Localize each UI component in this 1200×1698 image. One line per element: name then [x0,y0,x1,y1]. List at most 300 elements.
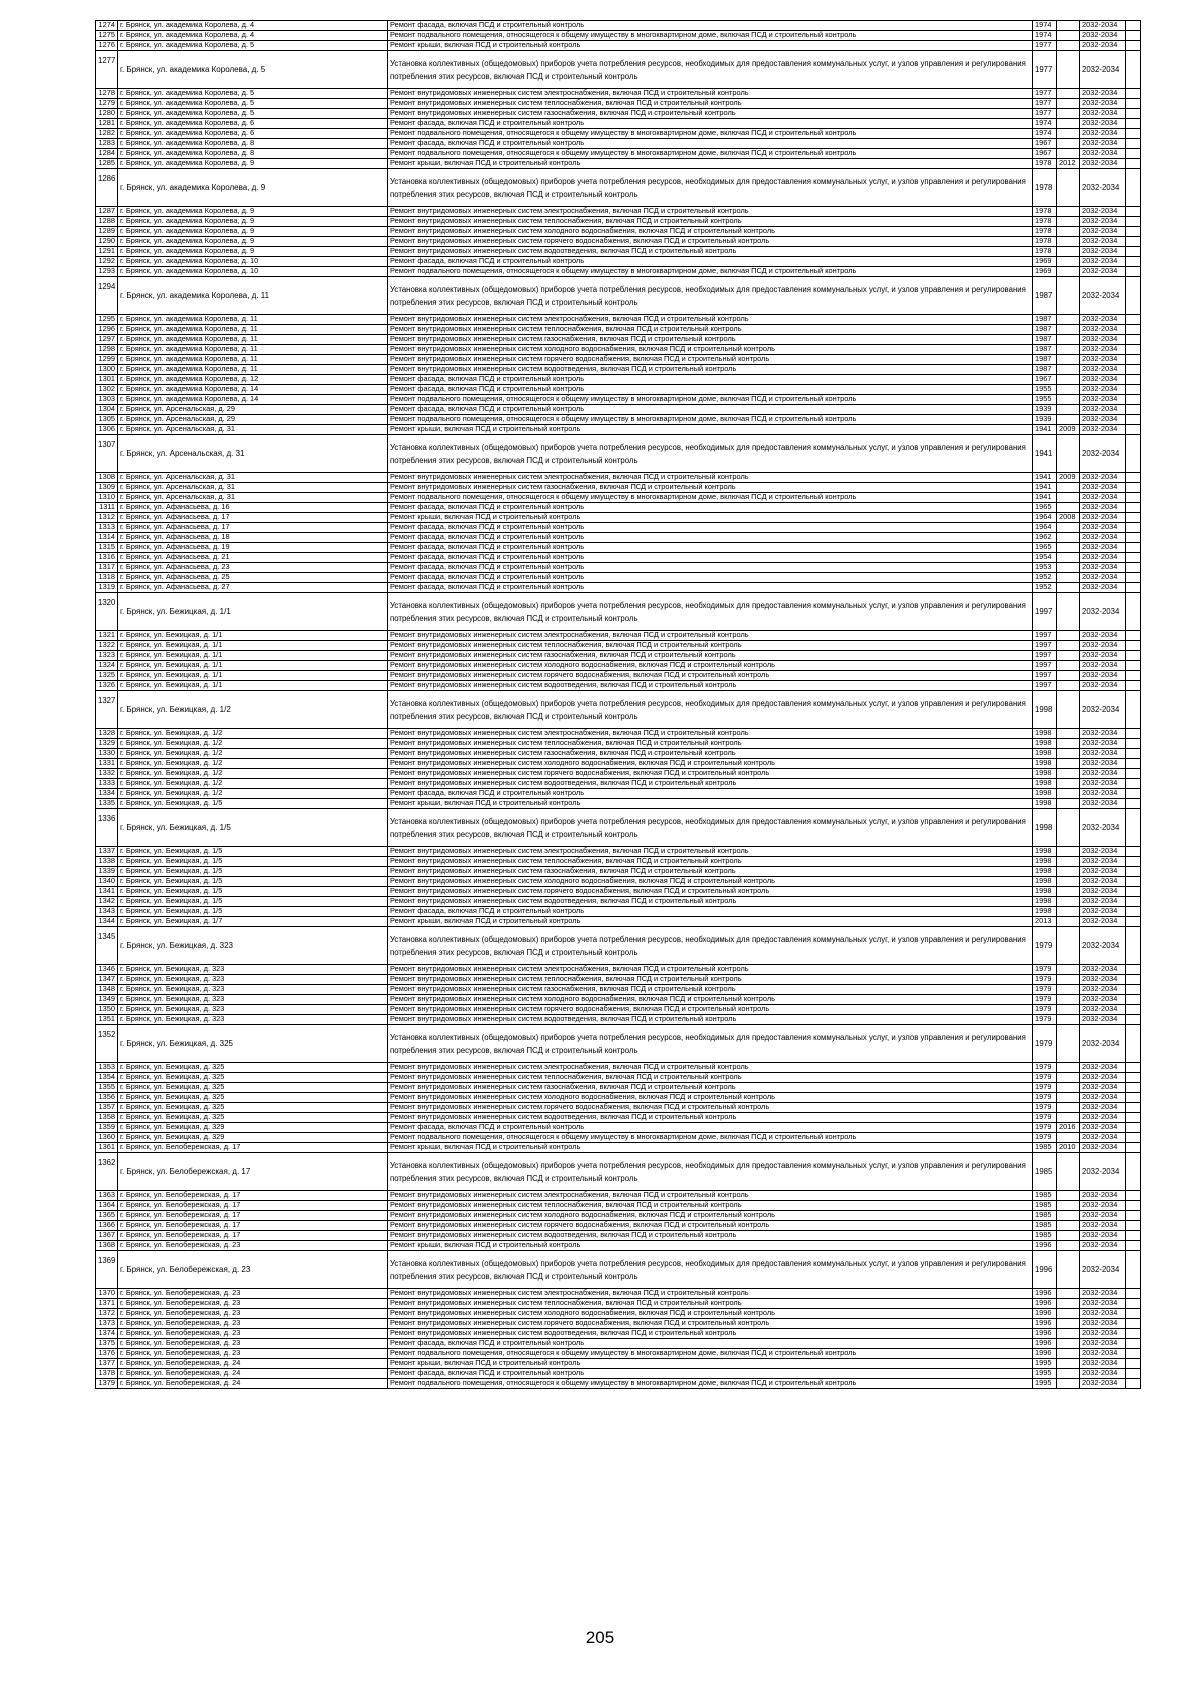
row-number-cell: 1278 [96,89,118,99]
empty-cell [1126,867,1141,877]
build-year-cell: 1998 [1033,857,1057,867]
work-type-cell: Ремонт фасада, включая ПСД и строительный контроль [388,405,1033,415]
work-type-cell: Ремонт внутридомовых инженерных систем горячего водоснабжения, включая ПСД и строительный контроль [388,1005,1033,1015]
work-type-cell: Ремонт фасада, включая ПСД и строительный контроль [388,533,1033,543]
row-number-cell: 1328 [96,729,118,739]
row-number-cell: 1277 [96,51,118,89]
build-year-cell: 1997 [1033,641,1057,651]
last-repair-year-cell [1057,1191,1080,1201]
build-year-cell: 1996 [1033,1349,1057,1359]
build-year-cell: 1979 [1033,965,1057,975]
planned-period-cell: 2032-2034 [1080,1015,1126,1025]
table-row [96,1025,1141,1063]
row-number-cell: 1376 [96,1349,118,1359]
empty-cell [1126,887,1141,897]
planned-period-cell: 2032-2034 [1080,631,1126,641]
planned-period-cell: 2032-2034 [1080,237,1126,247]
empty-cell [1126,1191,1141,1201]
build-year-cell: 1979 [1033,1083,1057,1093]
work-type-cell: Ремонт внутридомовых инженерных систем теплоснабжения, включая ПСД и строительный контроль [388,739,1033,749]
row-number-cell: 1347 [96,975,118,985]
address-cell: г. Брянск, ул. Белобережская, д. 24 [118,1359,388,1369]
address-cell: г. Брянск, ул. Бежицкая, д. 1/5 [118,877,388,887]
work-type-cell: Установка коллективных (общедомовых) приборов учета потребления ресурсов, необходимых для предоставления коммунальных услуг, и узлов управления и регулирования потребления этих ресурсов, включая ПСД и строительный контроль [388,593,1033,631]
build-year-cell: 1977 [1033,89,1057,99]
table-row [96,671,1141,681]
table-row [96,503,1141,513]
table-row [96,799,1141,809]
work-type-cell: Ремонт внутридомовых инженерных систем холодного водоснабжения, включая ПСД и строительный контроль [388,877,1033,887]
work-type-cell: Ремонт внутридомовых инженерных систем газоснабжения, включая ПСД и строительный контроль [388,335,1033,345]
empty-cell [1126,493,1141,503]
planned-period-cell: 2032-2034 [1080,691,1126,729]
work-type-cell: Ремонт фасада, включая ПСД и строительный контроль [388,907,1033,917]
last-repair-year-cell [1057,1379,1080,1389]
planned-period-cell: 2032-2034 [1080,405,1126,415]
last-repair-year-cell [1057,779,1080,789]
table-row [96,1103,1141,1113]
address-cell: г. Брянск, ул. Бежицкая, д. 1/5 [118,847,388,857]
empty-cell [1126,739,1141,749]
address-cell: г. Брянск, ул. Бежицкая, д. 1/5 [118,907,388,917]
empty-cell [1126,927,1141,965]
address-cell: г. Брянск, ул. Бежицкая, д. 1/1 [118,681,388,691]
row-number-cell: 1338 [96,857,118,867]
row-number-cell: 1307 [96,435,118,473]
empty-cell [1126,21,1141,31]
build-year-cell: 1969 [1033,267,1057,277]
work-type-cell: Ремонт внутридомовых инженерных систем водоотведения, включая ПСД и строительный контроль [388,247,1033,257]
address-cell: г. Брянск, ул. академика Королева, д. 8 [118,139,388,149]
planned-period-cell: 2032-2034 [1080,149,1126,159]
planned-period-cell: 2032-2034 [1080,1123,1126,1133]
empty-cell [1126,847,1141,857]
work-type-cell: Ремонт фасада, включая ПСД и строительный контроль [388,1123,1033,1133]
planned-period-cell: 2032-2034 [1080,1369,1126,1379]
planned-period-cell: 2032-2034 [1080,129,1126,139]
build-year-cell: 1998 [1033,691,1057,729]
row-number-cell: 1354 [96,1073,118,1083]
build-year-cell: 1978 [1033,207,1057,217]
planned-period-cell: 2032-2034 [1080,1309,1126,1319]
work-type-cell: Ремонт подвального помещения, относящегося к общему имуществу в многоквартирном доме, включая ПСД и строительный контроль [388,1349,1033,1359]
row-number-cell: 1377 [96,1359,118,1369]
row-number-cell: 1282 [96,129,118,139]
empty-cell [1126,257,1141,267]
last-repair-year-cell [1057,641,1080,651]
build-year-cell: 1979 [1033,1015,1057,1025]
empty-cell [1126,769,1141,779]
address-cell: г. Брянск, ул. Афанасьева, д. 19 [118,543,388,553]
empty-cell [1126,415,1141,425]
build-year-cell: 1974 [1033,119,1057,129]
last-repair-year-cell [1057,405,1080,415]
planned-period-cell: 2032-2034 [1080,139,1126,149]
table-row [96,257,1141,267]
empty-cell [1126,503,1141,513]
work-type-cell: Ремонт внутридомовых инженерных систем горячего водоснабжения, включая ПСД и строительный контроль [388,1319,1033,1329]
table-row [96,1339,1141,1349]
work-type-cell: Ремонт внутридомовых инженерных систем газоснабжения, включая ПСД и строительный контроль [388,985,1033,995]
work-type-cell: Ремонт подвального помещения, относящегося к общему имуществу в многоквартирном доме, включая ПСД и строительный контроль [388,149,1033,159]
planned-period-cell: 2032-2034 [1080,1221,1126,1231]
table-row [96,1221,1141,1231]
last-repair-year-cell [1057,975,1080,985]
build-year-cell: 1941 [1033,435,1057,473]
last-repair-year-cell [1057,169,1080,207]
planned-period-cell: 2032-2034 [1080,867,1126,877]
empty-cell [1126,1211,1141,1221]
address-cell: г. Брянск, ул. Бежицкая, д. 323 [118,995,388,1005]
empty-cell [1126,779,1141,789]
planned-period-cell: 2032-2034 [1080,789,1126,799]
planned-period-cell: 2032-2034 [1080,975,1126,985]
table-row [96,887,1141,897]
table-row [96,1073,1141,1083]
last-repair-year-cell [1057,887,1080,897]
row-number-cell: 1305 [96,415,118,425]
last-repair-year-cell [1057,927,1080,965]
planned-period-cell: 2032-2034 [1080,1073,1126,1083]
empty-cell [1126,227,1141,237]
empty-cell [1126,563,1141,573]
work-type-cell: Ремонт внутридомовых инженерных систем электроснабжения, включая ПСД и строительный контроль [388,89,1033,99]
empty-cell [1126,691,1141,729]
empty-cell [1126,1005,1141,1015]
empty-cell [1126,1153,1141,1191]
address-cell: г. Брянск, ул. Белобережская, д. 23 [118,1309,388,1319]
empty-cell [1126,533,1141,543]
table-row [96,995,1141,1005]
row-number-cell: 1358 [96,1113,118,1123]
empty-cell [1126,355,1141,365]
table-row [96,435,1141,473]
table-row [96,51,1141,89]
build-year-cell: 1978 [1033,159,1057,169]
build-year-cell: 1987 [1033,277,1057,315]
planned-period-cell: 2032-2034 [1080,1359,1126,1369]
empty-cell [1126,109,1141,119]
table-row [96,1015,1141,1025]
table-row [96,927,1141,965]
last-repair-year-cell [1057,1103,1080,1113]
address-cell: г. Брянск, ул. Бежицкая, д. 325 [118,1113,388,1123]
planned-period-cell: 2032-2034 [1080,435,1126,473]
planned-period-cell: 2032-2034 [1080,335,1126,345]
last-repair-year-cell [1057,139,1080,149]
empty-cell [1126,1143,1141,1153]
work-type-cell: Ремонт внутридомовых инженерных систем газоснабжения, включая ПСД и строительный контроль [388,1083,1033,1093]
last-repair-year-cell [1057,247,1080,257]
last-repair-year-cell [1057,1211,1080,1221]
last-repair-year-cell [1057,207,1080,217]
last-repair-year-cell: 2008 [1057,513,1080,523]
table-row [96,691,1141,729]
empty-cell [1126,31,1141,41]
work-type-cell: Ремонт подвального помещения, относящегося к общему имуществу в многоквартирном доме, включая ПСД и строительный контроль [388,493,1033,503]
build-year-cell: 1995 [1033,1379,1057,1389]
work-type-cell: Ремонт внутридомовых инженерных систем холодного водоснабжения, включая ПСД и строительный контроль [388,1093,1033,1103]
last-repair-year-cell [1057,1329,1080,1339]
last-repair-year-cell: 2009 [1057,473,1080,483]
build-year-cell: 1998 [1033,799,1057,809]
empty-cell [1126,139,1141,149]
last-repair-year-cell [1057,1309,1080,1319]
planned-period-cell: 2032-2034 [1080,355,1126,365]
work-type-cell: Установка коллективных (общедомовых) приборов учета потребления ресурсов, необходимых для предоставления коммунальных услуг, и узлов управления и регулирования потребления этих ресурсов, включая ПСД и строительный контроль [388,435,1033,473]
table-row [96,739,1141,749]
build-year-cell: 1987 [1033,355,1057,365]
address-cell: г. Брянск, ул. академика Королева, д. 9 [118,159,388,169]
planned-period-cell: 2032-2034 [1080,809,1126,847]
address-cell: г. Брянск, ул. Белобережская, д. 24 [118,1379,388,1389]
planned-period-cell: 2032-2034 [1080,31,1126,41]
build-year-cell: 1997 [1033,631,1057,641]
planned-period-cell: 2032-2034 [1080,41,1126,51]
table-row [96,335,1141,345]
planned-period-cell: 2032-2034 [1080,573,1126,583]
empty-cell [1126,917,1141,927]
row-number-cell: 1361 [96,1143,118,1153]
table-row [96,395,1141,405]
work-type-cell: Ремонт внутридомовых инженерных систем теплоснабжения, включая ПСД и строительный контроль [388,1201,1033,1211]
empty-cell [1126,661,1141,671]
last-repair-year-cell [1057,739,1080,749]
work-type-cell: Ремонт внутридомовых инженерных систем электроснабжения, включая ПСД и строительный контроль [388,1063,1033,1073]
address-cell: г. Брянск, ул. Бежицкая, д. 323 [118,927,388,965]
planned-period-cell: 2032-2034 [1080,325,1126,335]
empty-cell [1126,1309,1141,1319]
build-year-cell: 1987 [1033,325,1057,335]
table-row [96,681,1141,691]
build-year-cell: 1964 [1033,523,1057,533]
row-number-cell: 1314 [96,533,118,543]
address-cell: г. Брянск, ул. Бежицкая, д. 1/5 [118,887,388,897]
empty-cell [1126,1251,1141,1289]
planned-period-cell: 2032-2034 [1080,1349,1126,1359]
address-cell: г. Брянск, ул. Бежицкая, д. 325 [118,1093,388,1103]
empty-cell [1126,395,1141,405]
planned-period-cell: 2032-2034 [1080,503,1126,513]
planned-period-cell: 2032-2034 [1080,1299,1126,1309]
table-row [96,985,1141,995]
planned-period-cell: 2032-2034 [1080,267,1126,277]
address-cell: г. Брянск, ул. Бежицкая, д. 323 [118,1005,388,1015]
planned-period-cell: 2032-2034 [1080,1005,1126,1015]
work-type-cell: Ремонт внутридомовых инженерных систем теплоснабжения, включая ПСД и строительный контроль [388,641,1033,651]
table-row [96,227,1141,237]
table-row [96,1191,1141,1201]
build-year-cell: 1978 [1033,237,1057,247]
empty-cell [1126,573,1141,583]
row-number-cell: 1379 [96,1379,118,1389]
table-row [96,493,1141,503]
build-year-cell: 1965 [1033,543,1057,553]
planned-period-cell: 2032-2034 [1080,523,1126,533]
build-year-cell: 1939 [1033,415,1057,425]
repair-schedule-table [95,20,1141,1389]
build-year-cell: 1996 [1033,1241,1057,1251]
build-year-cell: 1998 [1033,897,1057,907]
work-type-cell: Ремонт внутридомовых инженерных систем водоотведения, включая ПСД и строительный контроль [388,1113,1033,1123]
build-year-cell: 1955 [1033,385,1057,395]
row-number-cell: 1349 [96,995,118,1005]
planned-period-cell: 2032-2034 [1080,217,1126,227]
last-repair-year-cell [1057,335,1080,345]
empty-cell [1126,119,1141,129]
table-row [96,897,1141,907]
table-row [96,149,1141,159]
last-repair-year-cell [1057,877,1080,887]
last-repair-year-cell [1057,917,1080,927]
empty-cell [1126,129,1141,139]
row-number-cell: 1339 [96,867,118,877]
row-number-cell: 1363 [96,1191,118,1201]
empty-cell [1126,681,1141,691]
build-year-cell: 1941 [1033,483,1057,493]
table-row [96,593,1141,631]
last-repair-year-cell [1057,563,1080,573]
build-year-cell: 1995 [1033,1359,1057,1369]
table-row [96,217,1141,227]
table-row [96,583,1141,593]
address-cell: г. Брянск, ул. Арсенальская, д. 31 [118,435,388,473]
planned-period-cell: 2032-2034 [1080,385,1126,395]
last-repair-year-cell [1057,523,1080,533]
empty-cell [1126,513,1141,523]
table-row [96,425,1141,435]
build-year-cell: 1974 [1033,31,1057,41]
work-type-cell: Ремонт внутридомовых инженерных систем холодного водоснабжения, включая ПСД и строительный контроль [388,1211,1033,1221]
address-cell: г. Брянск, ул. академика Королева, д. 5 [118,99,388,109]
work-type-cell: Ремонт подвального помещения, относящегося к общему имуществу в многоквартирном доме, включая ПСД и строительный контроль [388,415,1033,425]
last-repair-year-cell [1057,1231,1080,1241]
build-year-cell: 1998 [1033,749,1057,759]
last-repair-year-cell [1057,1221,1080,1231]
build-year-cell: 1987 [1033,345,1057,355]
empty-cell [1126,315,1141,325]
empty-cell [1126,583,1141,593]
empty-cell [1126,1025,1141,1063]
table-row [96,1133,1141,1143]
planned-period-cell: 2032-2034 [1080,769,1126,779]
work-type-cell: Ремонт подвального помещения, относящегося к общему имуществу в многоквартирном доме, включая ПСД и строительный контроль [388,395,1033,405]
last-repair-year-cell [1057,503,1080,513]
build-year-cell: 1998 [1033,759,1057,769]
planned-period-cell: 2032-2034 [1080,965,1126,975]
planned-period-cell: 2032-2034 [1080,257,1126,267]
row-number-cell: 1342 [96,897,118,907]
address-cell: г. Брянск, ул. академика Королева, д. 14 [118,385,388,395]
planned-period-cell: 2032-2034 [1080,315,1126,325]
build-year-cell: 1997 [1033,671,1057,681]
build-year-cell: 1979 [1033,985,1057,995]
address-cell: г. Брянск, ул. Бежицкая, д. 1/1 [118,651,388,661]
table-row [96,917,1141,927]
address-cell: г. Брянск, ул. Белобережская, д. 17 [118,1153,388,1191]
work-type-cell: Ремонт внутридомовых инженерных систем теплоснабжения, включая ПСД и строительный контроль [388,1073,1033,1083]
work-type-cell: Ремонт фасада, включая ПСД и строительный контроль [388,1339,1033,1349]
address-cell: г. Брянск, ул. Белобережская, д. 24 [118,1369,388,1379]
empty-cell [1126,1201,1141,1211]
build-year-cell: 1985 [1033,1231,1057,1241]
planned-period-cell: 2032-2034 [1080,89,1126,99]
work-type-cell: Ремонт внутридомовых инженерных систем газоснабжения, включая ПСД и строительный контроль [388,483,1033,493]
last-repair-year-cell [1057,257,1080,267]
address-cell: г. Брянск, ул. Бежицкая, д. 1/1 [118,661,388,671]
table-row [96,533,1141,543]
row-number-cell: 1279 [96,99,118,109]
table-row [96,31,1141,41]
last-repair-year-cell [1057,1349,1080,1359]
planned-period-cell: 2032-2034 [1080,681,1126,691]
planned-period-cell: 2032-2034 [1080,1143,1126,1153]
build-year-cell: 1996 [1033,1319,1057,1329]
address-cell: г. Брянск, ул. Бежицкая, д. 1/2 [118,789,388,799]
work-type-cell: Ремонт внутридомовых инженерных систем электроснабжения, включая ПСД и строительный контроль [388,315,1033,325]
last-repair-year-cell [1057,691,1080,729]
build-year-cell: 1967 [1033,149,1057,159]
address-cell: г. Брянск, ул. академика Королева, д. 5 [118,109,388,119]
work-type-cell: Ремонт внутридомовых инженерных систем теплоснабжения, включая ПСД и строительный контроль [388,975,1033,985]
planned-period-cell: 2032-2034 [1080,729,1126,739]
build-year-cell: 1941 [1033,493,1057,503]
address-cell: г. Брянск, ул. академика Королева, д. 5 [118,89,388,99]
table-row [96,99,1141,109]
row-number-cell: 1333 [96,779,118,789]
planned-period-cell: 2032-2034 [1080,1103,1126,1113]
table-row [96,207,1141,217]
last-repair-year-cell [1057,149,1080,159]
work-type-cell: Ремонт фасада, включая ПСД и строительный контроль [388,139,1033,149]
address-cell: г. Брянск, ул. Бежицкая, д. 323 [118,985,388,995]
address-cell: г. Брянск, ул. Белобережская, д. 23 [118,1339,388,1349]
address-cell: г. Брянск, ул. Афанасьева, д. 21 [118,553,388,563]
table-row [96,631,1141,641]
address-cell: г. Брянск, ул. Белобережская, д. 23 [118,1349,388,1359]
address-cell: г. Брянск, ул. академика Королева, д. 9 [118,227,388,237]
empty-cell [1126,365,1141,375]
planned-period-cell: 2032-2034 [1080,227,1126,237]
planned-period-cell: 2032-2034 [1080,887,1126,897]
last-repair-year-cell [1057,749,1080,759]
empty-cell [1126,1113,1141,1123]
build-year-cell: 1979 [1033,1093,1057,1103]
build-year-cell: 1996 [1033,1251,1057,1289]
planned-period-cell: 2032-2034 [1080,1083,1126,1093]
work-type-cell: Ремонт крыши, включая ПСД и строительный контроль [388,41,1033,51]
planned-period-cell: 2032-2034 [1080,473,1126,483]
planned-period-cell: 2032-2034 [1080,563,1126,573]
row-number-cell: 1298 [96,345,118,355]
row-number-cell: 1344 [96,917,118,927]
address-cell: г. Брянск, ул. Белобережская, д. 23 [118,1299,388,1309]
build-year-cell: 1979 [1033,1073,1057,1083]
table-row [96,375,1141,385]
last-repair-year-cell [1057,759,1080,769]
last-repair-year-cell [1057,583,1080,593]
work-type-cell: Ремонт внутридомовых инженерных систем теплоснабжения, включая ПСД и строительный контроль [388,1299,1033,1309]
build-year-cell: 1977 [1033,41,1057,51]
last-repair-year-cell [1057,385,1080,395]
work-type-cell: Ремонт фасада, включая ПСД и строительный контроль [388,1369,1033,1379]
row-number-cell: 1357 [96,1103,118,1113]
work-type-cell: Ремонт крыши, включая ПСД и строительный контроль [388,513,1033,523]
table-row [96,857,1141,867]
row-number-cell: 1293 [96,267,118,277]
build-year-cell: 1998 [1033,847,1057,857]
table-row [96,867,1141,877]
